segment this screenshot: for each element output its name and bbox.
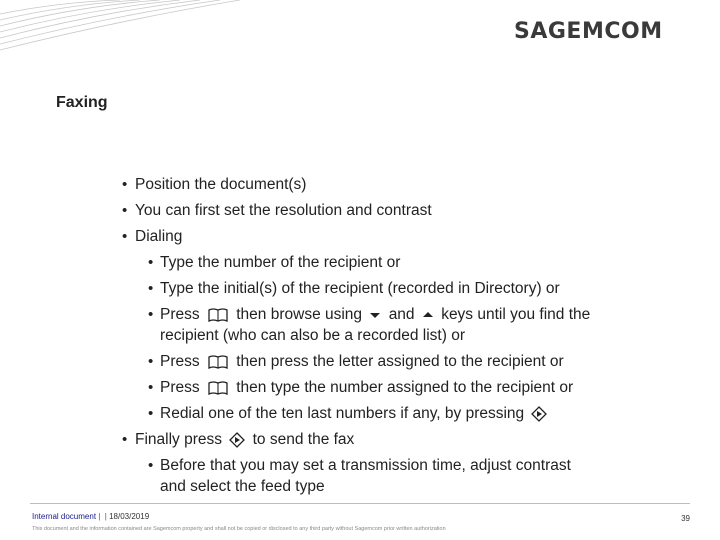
page-number: 39 <box>681 514 690 523</box>
arrow-down-icon <box>369 310 381 320</box>
bullet-item <box>122 224 682 250</box>
sub-bullet-item <box>122 250 682 276</box>
bullet-dot: • <box>148 306 154 323</box>
bullet-text: Press <box>160 353 200 370</box>
sub-bullet-item <box>122 375 682 401</box>
bullet-text: Press <box>160 379 200 396</box>
bullet-text: then press the letter assigned to the recipient or <box>236 353 564 370</box>
bullet-text: Dialing <box>135 228 183 245</box>
bullet-text: then browse using <box>236 306 363 323</box>
bullet-text: then type the number assigned to the recipient or <box>236 379 574 396</box>
bullet-text: recipient (who can also be a recorded list) or <box>160 327 465 344</box>
start-key-icon <box>531 406 547 422</box>
bullet-dot: • <box>122 228 128 245</box>
footer-info <box>32 512 149 521</box>
bullet-text: keys until you find the <box>441 306 591 323</box>
bullet-text: Before that you may set a transmission time, adjust contrast <box>160 457 571 474</box>
bullet-text: You can first set the resolution and contrast <box>135 202 432 219</box>
bullet-text: Redial one of the ten last numbers if any, by pressing <box>160 405 525 422</box>
bullet-text: Position the document(s) <box>135 176 307 193</box>
footer-divider <box>30 503 690 504</box>
bullet-dot: • <box>122 202 128 219</box>
bullet-item <box>122 172 682 198</box>
bullet-dot: • <box>122 176 128 193</box>
logo-text: SAGEMCOM <box>514 19 663 44</box>
bullet-text: Press <box>160 306 200 323</box>
start-key-icon <box>229 432 245 448</box>
directory-book-icon <box>207 354 229 370</box>
bullet-dot: • <box>122 431 128 448</box>
bullet-continuation <box>122 323 682 349</box>
sagemcom-logo <box>514 14 684 44</box>
directory-book-icon <box>207 380 229 396</box>
footer-separator: | | <box>98 512 110 521</box>
bullet-text: and <box>388 306 415 323</box>
bullet-text: to send the fax <box>252 431 355 448</box>
bullet-text: Finally press <box>135 431 222 448</box>
bullet-text: and select the feed type <box>160 478 325 495</box>
sub-bullet-item <box>122 349 682 375</box>
bullet-text: Type the initial(s) of the recipient (recorded in Directory) or <box>160 280 560 297</box>
slide-title: Faxing <box>56 94 108 111</box>
footer-disclaimer: This document and the information contained are Sagemcom property and shall not be copied or disclosed to any third party without Sagemcom prior written authorization <box>32 526 446 532</box>
bullet-dot: • <box>148 280 154 297</box>
arrow-up-icon <box>422 310 434 320</box>
footer-date: 18/03/2019 <box>109 512 150 521</box>
footer-doc-label: Internal document <box>32 512 97 521</box>
bullet-dot: • <box>148 405 154 422</box>
decorative-swoosh <box>0 0 240 60</box>
bullet-text: Type the number of the recipient or <box>160 254 401 271</box>
bullet-dot: • <box>148 254 154 271</box>
bullet-dot: • <box>148 353 154 370</box>
bullet-continuation <box>122 474 682 500</box>
sub-bullet-item <box>122 276 682 302</box>
bullet-item <box>122 427 682 453</box>
sub-bullet-item <box>122 401 682 427</box>
bullet-dot: • <box>148 379 154 396</box>
bullet-list <box>122 172 682 500</box>
bullet-item <box>122 198 682 224</box>
directory-book-icon <box>207 307 229 323</box>
bullet-dot: • <box>148 457 154 474</box>
